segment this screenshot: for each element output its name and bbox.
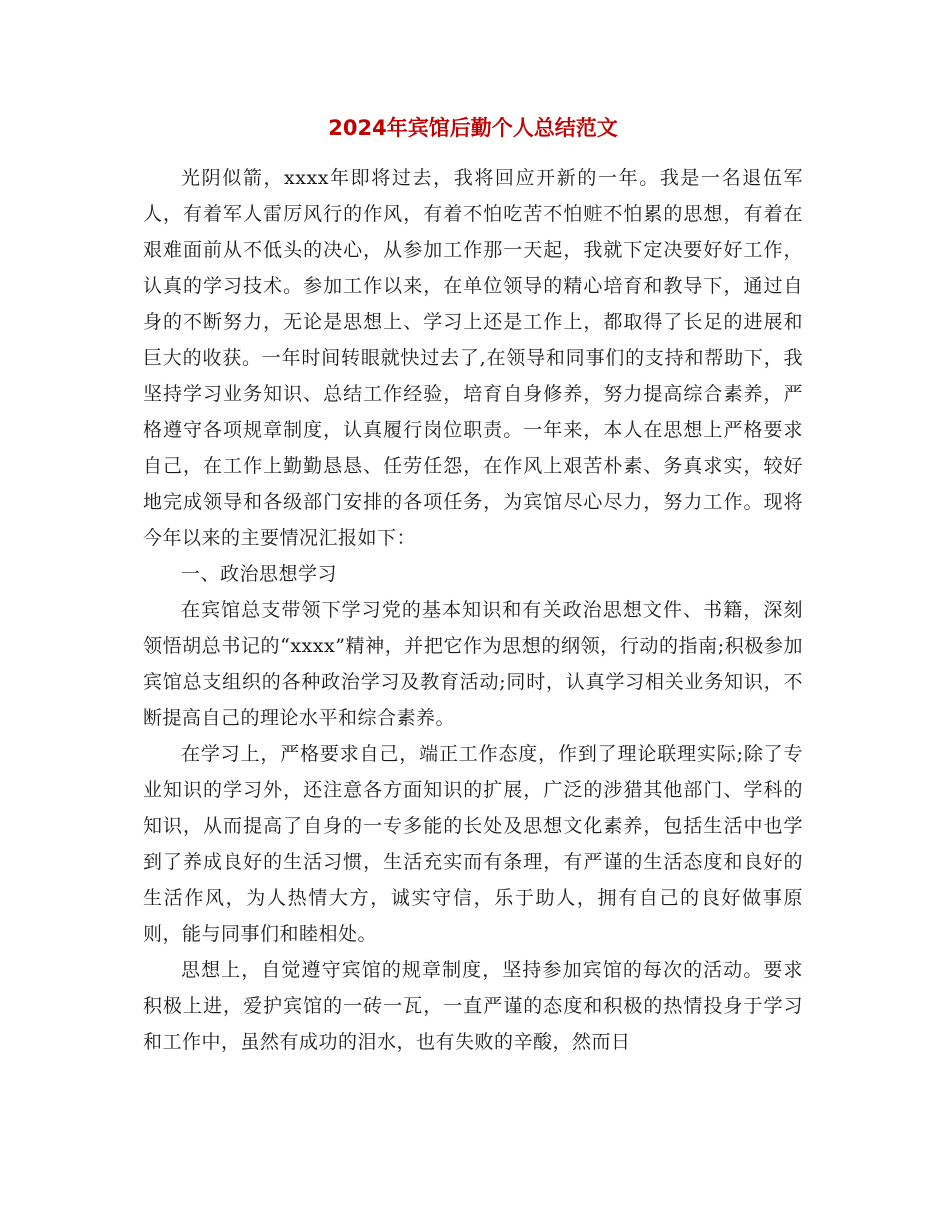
paragraph-intro: 光阴似箭，xxxx年即将过去，我将回应开新的一年。我是一名退伍军人，有着军人雷厉风行的作风，有着不怕吃苦不怕赃不怕累的思想，有着在艰难面前从不低头的决心，从参加工作那一天起，我就下定决要好好工作，认真的学习技术。参加工作以来，在单位领导的精心培育和教导下，通过自身的不断努力，无论是思想上、学习上还是工作上，都取得了长足的进展和巨大的收获。一年时间转眼就快过去了,在领导和同事们的支持和帮助下，我坚持学习业务知识、总结工作经验，培育自身修养，努力提高综合素养，严格遵守各项规章制度，认真履行岗位职责。一年来，本人在思想上严格要求自己，在工作上勤勤恳恳、任劳任怨，在作风上艰苦朴素、务真求实，较好地完成领导和各级部门安排的各项任务，为宾馆尽心尽力，努力工作。现将今年以来的主要情况汇报如下：: [143, 167, 803, 549]
document-title: 2024年宾馆后勤个人总结范文: [328, 116, 618, 140]
document-page: [143, 112, 803, 1060]
paragraph-learning: 在学习上，严格要求自己，端正工作态度，作到了理论联理实际;除了专业知识的学习外，还注意各方面知识的扩展，广泛的涉猎其他部门、学科的知识，从而提高了自身的一专多能的长处及思想文化素养，包括生活中也学到了养成良好的生活习惯，生活充实而有条理，有严谨的生活态度和良好的生活作风，为人热情大方，诚实守信，乐于助人，拥有自己的良好做事原则，能与同事们和睦相处。: [143, 743, 803, 945]
paragraph-thinking: 思想上，自觉遵守宾馆的规章制度，坚持参加宾馆的每次的活动。要求积极上进，爱护宾馆的一砖一瓦，一直严谨的态度和积极的热情投身于学习和工作中，虽然有成功的泪水，也有失败的辛酸，然而日: [143, 959, 803, 1053]
section-heading-political-study: 一、政治思想学习: [181, 563, 338, 585]
paragraph-political-study: 在宾馆总支带领下学习党的基本知识和有关政治思想文件、书籍，深刻领悟胡总书记的“xxxx”精神，并把它作为思想的纲领，行动的指南;积极参加宾馆总支组织的各种政治学习及教育活动;同时，认真学习相关业务知识，不断提高自己的理论水平和综合素养。: [143, 599, 803, 729]
